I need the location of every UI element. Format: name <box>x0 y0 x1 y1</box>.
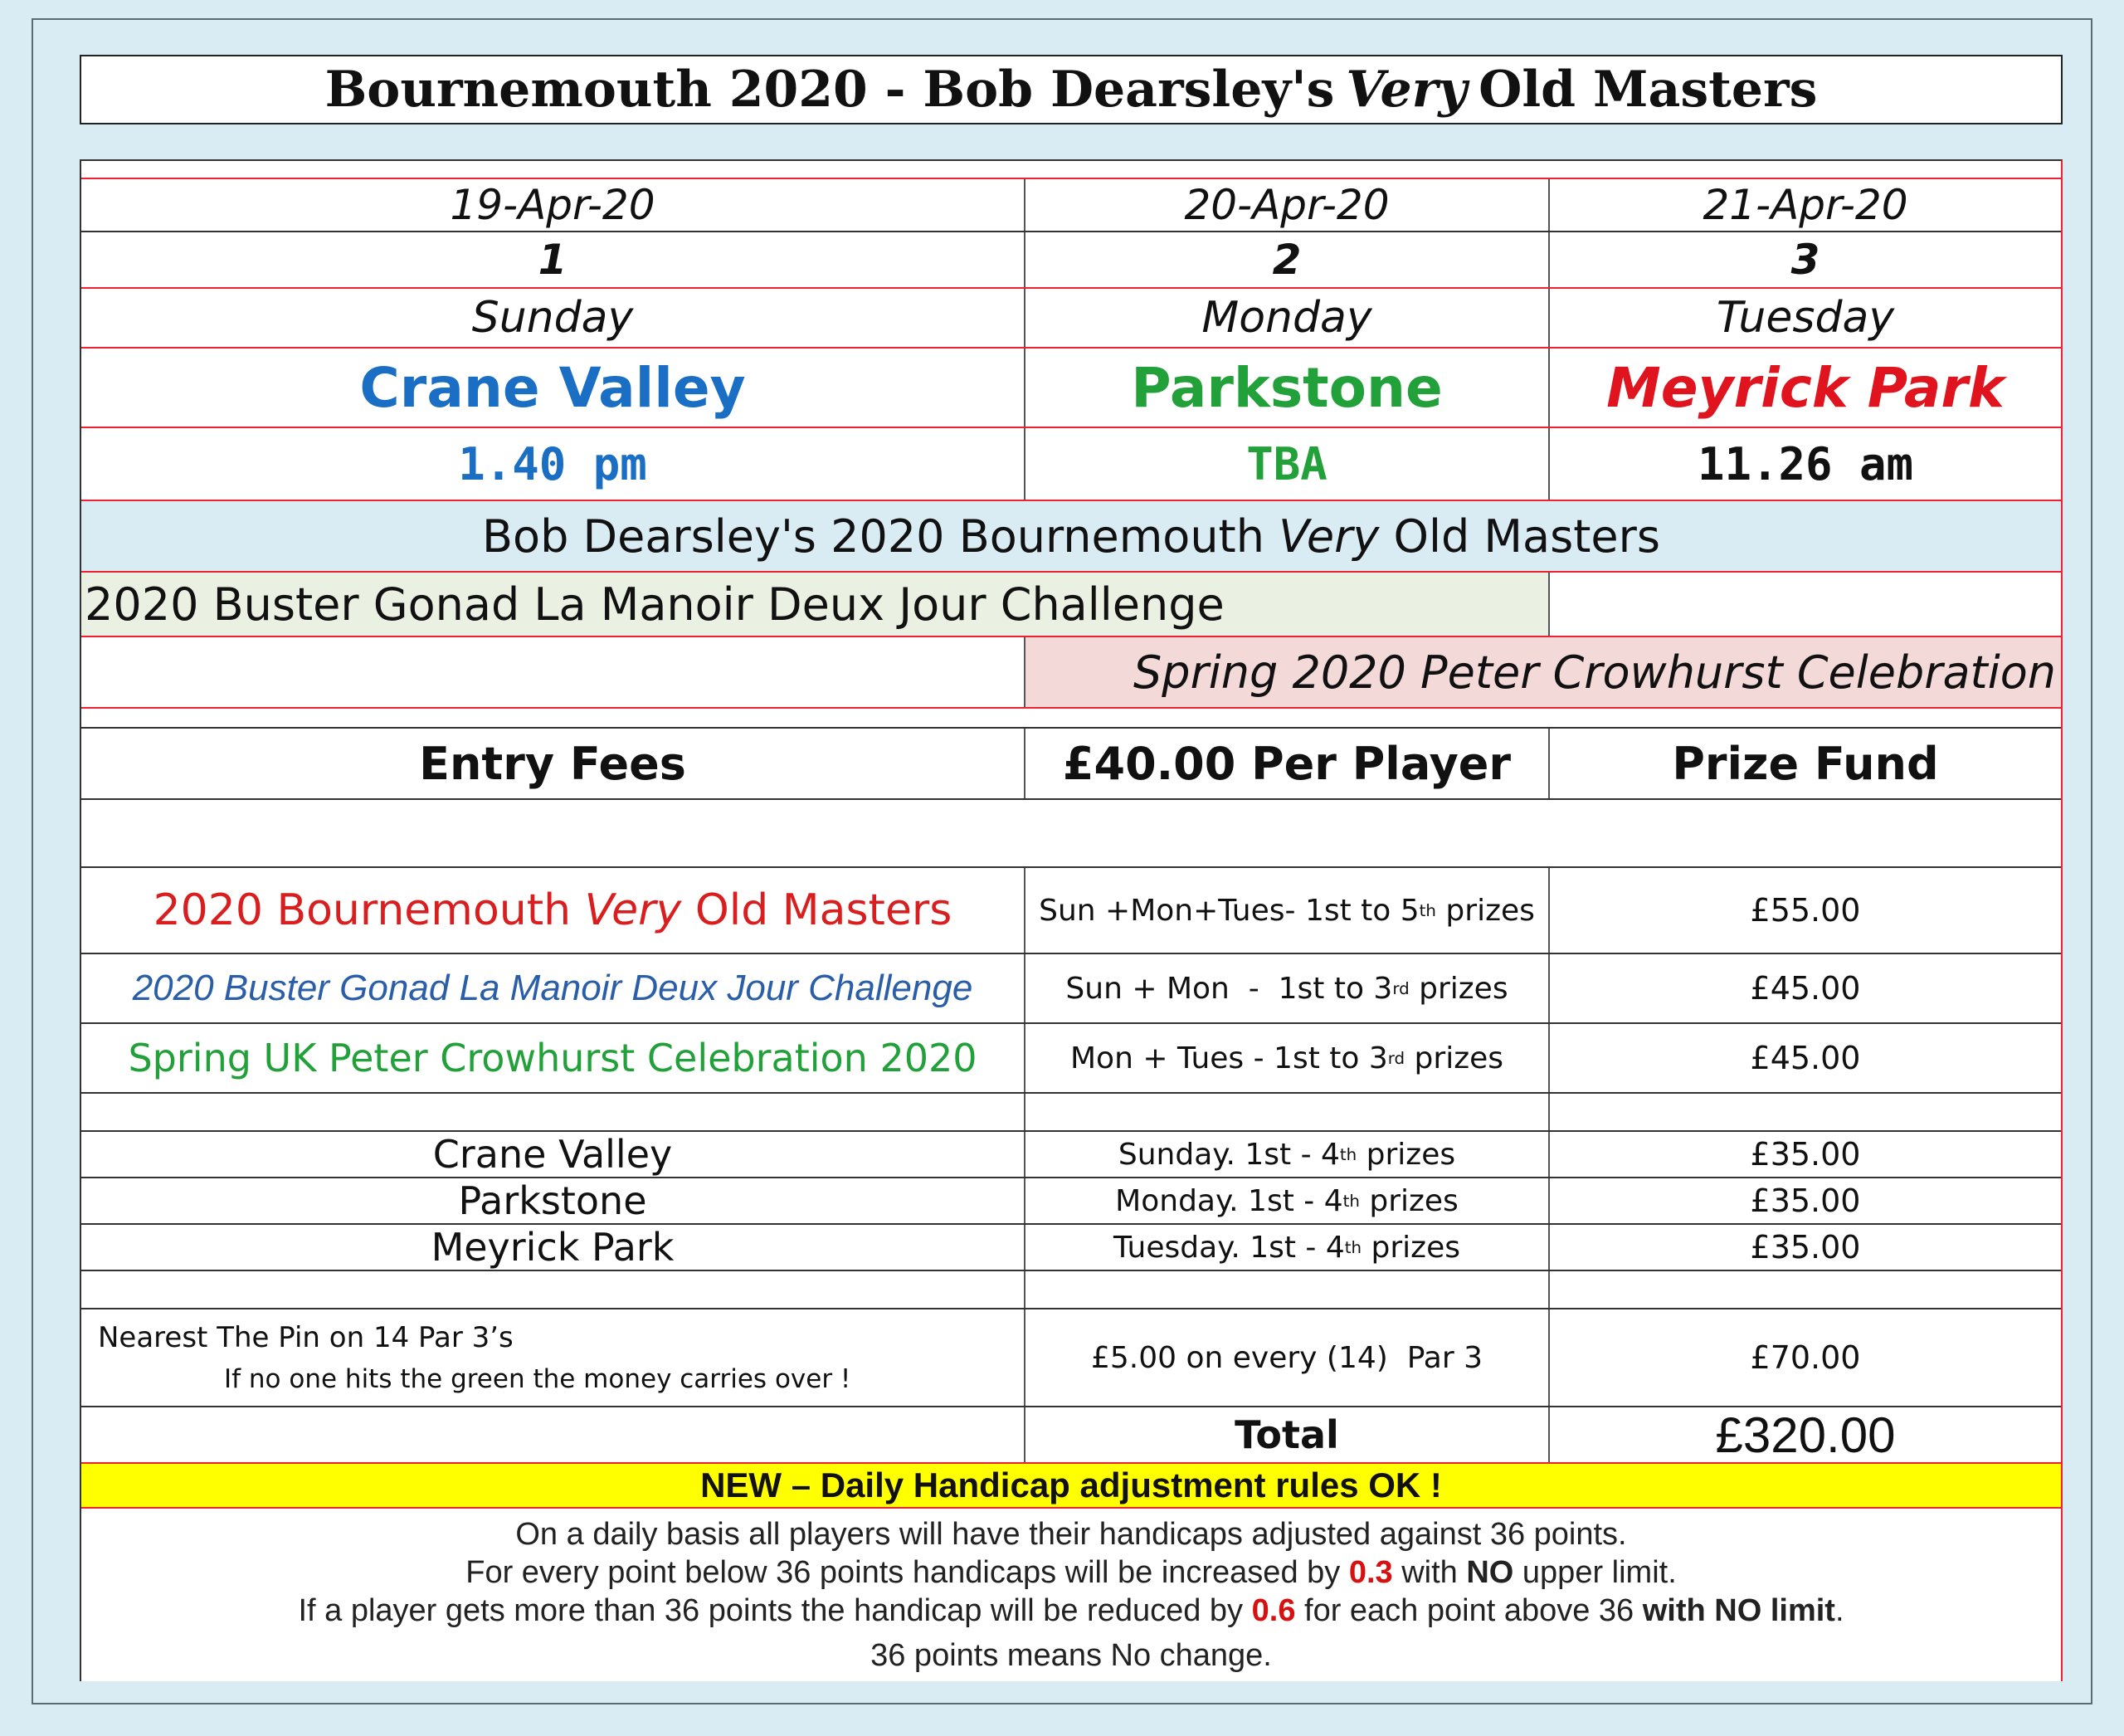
course-prize-row-1 <box>81 1132 2061 1178</box>
event-prize-3: £45.00 <box>1750 1040 1861 1076</box>
course-prize-days-2 <box>1025 1178 1550 1223</box>
course-prize-days-3 <box>1025 1225 1550 1270</box>
event1-days: Sun +Mon+Tues- 1st to 5 <box>1039 893 1420 928</box>
course-prize-name-2: Parkstone <box>81 1178 1025 1223</box>
course-prize-name-1: Crane Valley <box>81 1132 1025 1177</box>
spacer-cell <box>81 1094 1025 1130</box>
day-number-3: 3 <box>1790 236 1820 284</box>
rules-line2-a: For every point below 36 points handicaps will be increased by <box>465 1555 1349 1590</box>
rules-line-4: 36 points means No change. <box>870 1638 1272 1673</box>
rules-line-2 <box>81 1553 2061 1592</box>
nearest-pin-title: Nearest The Pin on 14 Par 3’s <box>98 1321 514 1354</box>
spacer-cell <box>81 1271 1025 1308</box>
gap-row <box>81 709 2061 729</box>
spacer-row-3 <box>81 1271 2061 1309</box>
rules-line3-limit: with NO limit <box>1642 1593 1835 1628</box>
spacer-cell <box>1550 1094 2061 1130</box>
event-row-1 <box>81 868 2061 954</box>
event1-sup: th <box>1419 900 1436 920</box>
rules-line3-a: If a player gets more than 36 points the handicap will be reduced by <box>298 1593 1252 1628</box>
tee-time-day2: TBA <box>1025 428 1550 500</box>
event-prize-1: £55.00 <box>1750 892 1861 929</box>
banner-part1: Bob Dearsley's 2020 Bournemouth <box>482 510 1264 563</box>
rules-line2-no: NO <box>1466 1555 1514 1590</box>
cp3-suffix: prizes <box>1362 1230 1460 1265</box>
celebration-empty-cell <box>81 637 1025 707</box>
event-name-3: Spring UK Peter Crowhurst Celebration 2020 <box>81 1024 1025 1092</box>
times-row <box>81 428 2061 501</box>
event-days-2 <box>1025 954 1550 1022</box>
prize-fund-label: Prize Fund <box>1672 737 1939 790</box>
course-prize-name-3: Meyrick Park <box>81 1225 1025 1270</box>
weekday-1: Sunday <box>81 289 1025 347</box>
rules-line2-c: with <box>1392 1555 1467 1590</box>
event1-name-italic: Very <box>584 885 682 935</box>
spacer-cell <box>1025 1094 1550 1130</box>
spacer-row <box>81 161 2061 179</box>
event-row-3 <box>81 1024 2061 1094</box>
weekday-3: Tuesday <box>1716 293 1895 343</box>
event-name-2: 2020 Buster Gonad La Manoir Deux Jour Challenge <box>81 954 1025 1022</box>
rules-line2-e: upper limit. <box>1513 1555 1677 1590</box>
event3-sup: rd <box>1387 1048 1405 1068</box>
rules-line3-value: 0.6 <box>1251 1593 1296 1628</box>
event-days-1 <box>1025 868 1550 953</box>
course-day3: Meyrick Park <box>1606 355 2005 420</box>
event-row-2 <box>81 954 2061 1024</box>
challenge-row <box>81 573 2061 637</box>
day-number-2: 2 <box>1025 232 1550 287</box>
course-prize-row-3 <box>81 1225 2061 1271</box>
rules-line-1: On a daily basis all players will have their handicaps adjusted against 36 points. <box>515 1517 1627 1552</box>
entry-fees-row <box>81 729 2061 800</box>
event1-name-a: 2020 Bournemouth <box>153 885 572 935</box>
numbers-row <box>81 232 2061 289</box>
rules-line3-e: . <box>1834 1593 1844 1628</box>
page-title <box>80 55 2063 124</box>
banner-italic: Very <box>1279 510 1380 563</box>
event-name-1 <box>81 868 1025 953</box>
event2-sup: rd <box>1392 978 1410 998</box>
event-banner <box>81 501 2061 571</box>
cp2-sup: th <box>1342 1191 1360 1211</box>
event2-suffix: prizes <box>1409 971 1508 1006</box>
day-number-1: 1 <box>81 232 1025 287</box>
event-prize-2: £45.00 <box>1750 970 1861 1007</box>
course-day2: Parkstone <box>1025 349 1550 427</box>
tee-time-day3: 11.26 am <box>1697 437 1914 490</box>
celebration-band: Spring 2020 Peter Crowhurst Celebration <box>1025 637 2061 707</box>
celebration-row <box>81 637 2061 709</box>
date-day1: 19-Apr-20 <box>81 179 1025 231</box>
weekday-2: Monday <box>1025 289 1550 347</box>
nearest-pin-row <box>81 1309 2061 1407</box>
challenge-band: 2020 Buster Gonad La Manoir Deux Jour Challenge <box>81 573 1550 636</box>
title-part1: Bournemouth 2020 - Bob Dearsley's <box>324 61 1335 119</box>
course-prize-days-1 <box>1025 1132 1550 1177</box>
nearest-pin-fee: £5.00 on every (14) Par 3 <box>1025 1309 1550 1406</box>
total-label: Total <box>1025 1407 1550 1462</box>
event3-days: Mon + Tues - 1st to 3 <box>1069 1041 1388 1075</box>
spacer-cell <box>1550 1271 2061 1308</box>
cp1-days: Sunday. 1st - 4 <box>1118 1137 1340 1172</box>
weekdays-row <box>81 289 2061 349</box>
blank-row <box>81 800 2061 868</box>
tee-time-day1: 1.40 pm <box>81 428 1025 500</box>
cp2-days: Monday. 1st - 4 <box>1115 1183 1343 1218</box>
nearest-pin-cell <box>81 1309 1025 1406</box>
nearest-pin-note: If no one hits the green the money carries over ! <box>224 1364 851 1394</box>
banner-row <box>81 501 2061 573</box>
event2-days: Sun + Mon - 1st to 3 <box>1065 971 1393 1006</box>
title-part2: Old Masters <box>1479 61 1818 119</box>
rules-line2-value: 0.3 <box>1348 1555 1393 1590</box>
spacer-row-2 <box>81 1094 2061 1132</box>
cp1-suffix: prizes <box>1357 1137 1456 1172</box>
total-value: £320.00 <box>1715 1407 1896 1462</box>
cp3-sup: th <box>1344 1237 1362 1257</box>
course-day1: Crane Valley <box>81 349 1025 427</box>
entry-fees-label: Entry Fees <box>81 729 1025 798</box>
course-prize-amount-1: £35.00 <box>1750 1136 1861 1173</box>
course-prize-amount-2: £35.00 <box>1750 1183 1861 1219</box>
course-prize-amount-3: £35.00 <box>1750 1229 1861 1265</box>
nearest-pin-prize: £70.00 <box>1750 1339 1861 1376</box>
cp3-days: Tuesday. 1st - 4 <box>1113 1230 1345 1265</box>
date-day2: 20-Apr-20 <box>1025 179 1550 231</box>
event-days-3 <box>1025 1024 1550 1092</box>
dates-row <box>81 179 2061 232</box>
rules-block <box>81 1509 2061 1681</box>
total-empty-cell <box>81 1407 1025 1462</box>
notice-row <box>81 1462 2061 1509</box>
event1-suffix: prizes <box>1435 893 1535 928</box>
courses-row <box>81 349 2061 428</box>
handicap-notice: NEW – Daily Handicap adjustment rules OK ! <box>81 1464 2061 1507</box>
cp2-suffix: prizes <box>1359 1183 1459 1218</box>
event1-name-b: Old Masters <box>694 885 952 935</box>
banner-part2: Old Masters <box>1393 510 1660 563</box>
entry-fee-amount: £40.00 Per Player <box>1025 729 1550 798</box>
total-row <box>81 1407 2061 1462</box>
title-italic: Very <box>1346 61 1468 119</box>
date-day3: 21-Apr-20 <box>1703 181 1908 229</box>
rules-line3-c: for each point above 36 <box>1295 1593 1643 1628</box>
course-prize-row-2 <box>81 1178 2061 1225</box>
challenge-empty-cell <box>1550 573 2061 636</box>
spacer-cell <box>1025 1271 1550 1308</box>
schedule-sheet <box>80 159 2063 1681</box>
cp1-sup: th <box>1339 1144 1357 1164</box>
event3-suffix: prizes <box>1405 1041 1504 1075</box>
rules-line-3 <box>81 1592 2061 1630</box>
